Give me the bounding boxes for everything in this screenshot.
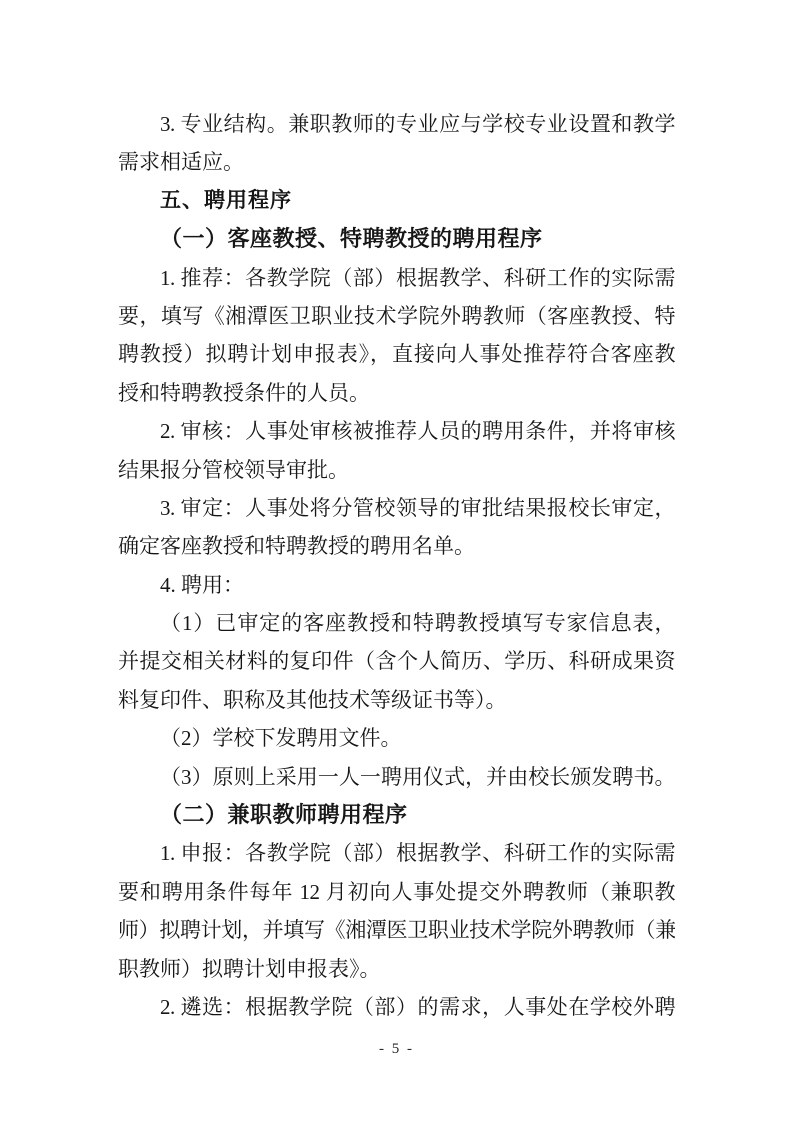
doc-line: 确定客座教授和特聘教授的聘用名单。: [118, 534, 475, 559]
doc-line: 结果报分管校领导审批。: [118, 457, 349, 482]
page-number: - 5 -: [379, 1041, 414, 1057]
doc-line: 1. 申报：各教学院（部）根据教学、科研工作的实际需: [160, 841, 675, 866]
doc-line: 并提交相关材料的复印件（含个人简历、学历、科研成果资: [118, 649, 675, 674]
doc-line: 2. 遴选：根据教学院（部）的需求，人事处在学校外聘: [160, 994, 675, 1019]
doc-line: 授和特聘教授条件的人员。: [118, 380, 370, 405]
doc-line: （3）原则上采用一人一聘用仪式，并由校长颁发聘书。: [160, 764, 675, 789]
doc-line: 要，填写《湘潭医卫职业技术学院外聘教师（客座教授、特: [118, 303, 675, 328]
doc-line: 1. 推荐：各教学院（部）根据教学、科研工作的实际需: [160, 265, 675, 290]
section-heading: 五、聘用程序: [160, 188, 292, 212]
doc-line: 需求相适应。: [118, 150, 244, 175]
subsection-heading: （一）客座教授、特聘教授的聘用程序: [160, 226, 543, 252]
doc-line: 4. 聘用：: [160, 572, 244, 597]
doc-line: 料复印件、职称及其他技术等级证书等）。: [118, 687, 507, 712]
doc-line: 3. 专业结构。兼职教师的专业应与学校专业设置和教学: [160, 112, 675, 136]
doc-line: 职教师）拟聘计划申报表》。: [118, 956, 381, 981]
doc-line: 要和聘用条件每年 12 月初向人事处提交外聘教师（兼职教: [118, 879, 675, 904]
doc-line: 2. 审核：人事处审核被推荐人员的聘用条件，并将审核: [160, 419, 675, 444]
doc-line: （1）已审定的客座教授和特聘教授填写专家信息表，: [160, 611, 675, 636]
doc-line: （2）学校下发聘用文件。: [160, 726, 402, 751]
subsection-heading: （二）兼职教师聘用程序: [160, 802, 408, 828]
document-body: [118, 105, 675, 1026]
doc-line: 聘教授）拟聘计划申报表》，直接向人事处推荐符合客座教: [118, 342, 675, 367]
doc-line: 师）拟聘计划，并填写《湘潭医卫职业技术学院外聘教师（兼: [118, 918, 675, 943]
doc-line: 3. 审定：人事处将分管校领导的审批结果报校长审定，: [160, 495, 675, 520]
